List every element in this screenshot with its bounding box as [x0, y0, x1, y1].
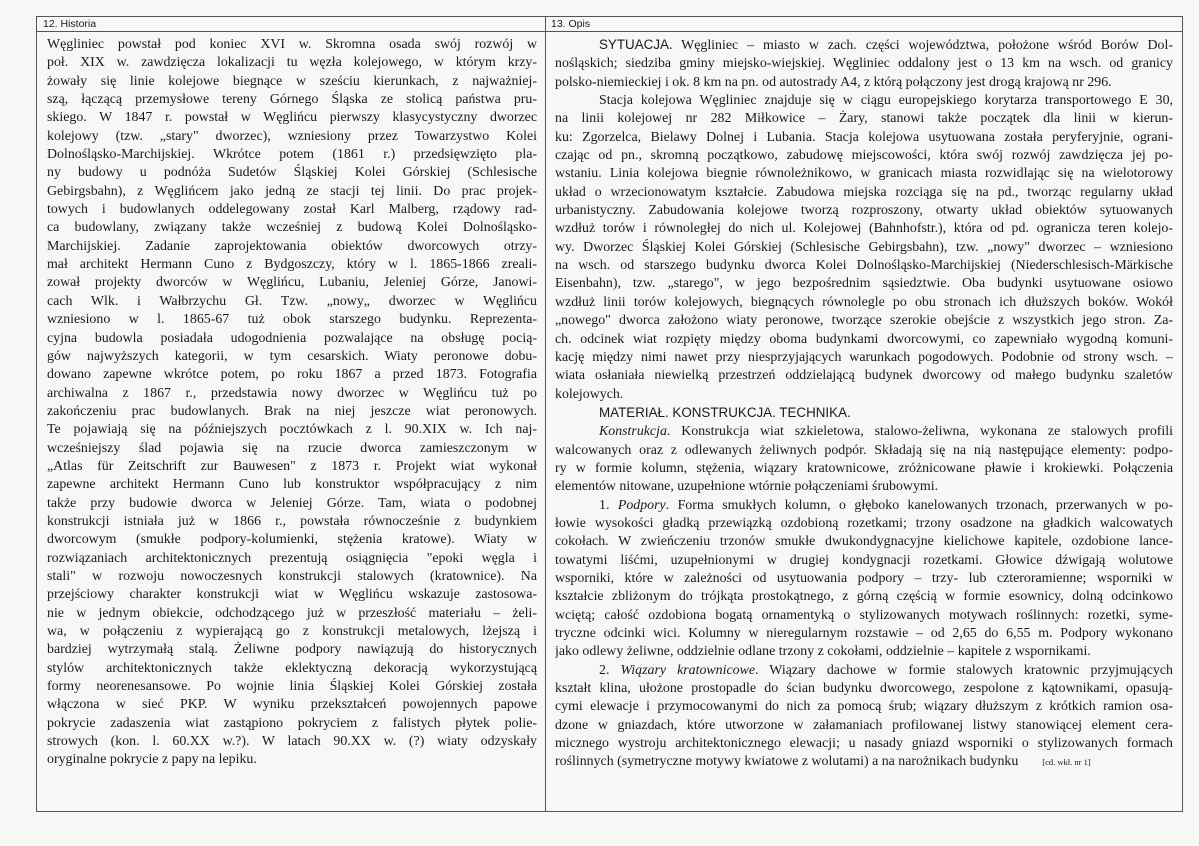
text-line: archiwalna z 1867 r., przedstawia nowy dworzec w Węglińcu tuż po	[47, 385, 537, 401]
text-line: wzdłuż torów i równoległej do nich ul. Kolejowej (Bahnhofstr.), która od pd. ogranicza teren kolejo-	[555, 221, 1173, 237]
text-line: dworcowym (smukłe podpory-kolumienki, stężenia kratowe). Wiaty w	[47, 532, 537, 548]
text-line: przejściowy charakter konstrukcji wiat w Węglińcu wskazuje zastosowa-	[47, 587, 537, 603]
text-line: ny budowy u podnóża Sudetów Śląskiej Kolei Górskiej (Schlesische	[47, 165, 537, 181]
text-line: Te pojawiają się na późniejszych pocztówkach z l. 90.XIX w. Ich naj-	[47, 422, 537, 438]
wiazary-text	[555, 680, 1173, 753]
text-line: ch. odcinek wiat rozpięty między oboma budynkami dworcowymi, co zapewniało wygodną komuni-	[555, 331, 1173, 347]
sytuacja-text	[555, 55, 1173, 92]
text-line: „Atlas für Zeitschrift zur Bauwesen" z 1873 r. Projekt wiat wykonał	[47, 458, 537, 474]
sytuacja-first-line: SYTUACJA. Węgliniec – miasto w zach. części województwa, położone wśród Borów Dol-	[599, 37, 1173, 53]
material-heading-line	[555, 404, 1173, 423]
text-line: towych i budowlanych oddelegowany został Karl Malberg, rządowy rad-	[47, 202, 537, 218]
text-line: także przy budowie dworca w Jeleniej Górze. Tam, wiata o podobnej	[47, 495, 537, 511]
text-line: układ o wrzecionowatym kształcie. Zabudowa miejska rozciąga się na pd., tworząc regularny układ	[555, 184, 1173, 200]
text-line: kolejowy (tzw. „stary" dworzec), wzniesiony przez Towarzystwo Kolei	[47, 128, 537, 144]
text-line: czając od pn., skromną początkowo, zabudowę miejscowości, która swój rozwój zawdzięcza jej po-	[555, 148, 1173, 164]
text-line: dowano zapewne wkrótce potem, po roku 1867 a przed 1873. Fotografia	[47, 367, 537, 383]
text-line: urbanistyczny. Zabudowania kolejowe tworzą rozproszony, otwarty układ obiektów sytuowanych	[555, 203, 1173, 219]
text-line: gów najwyższych kategorii, w tym cesarskich. Wiaty peronowe dobu-	[47, 348, 537, 364]
text-line: dzone w gniazdach, które utworzone w załamaniach profilowanej listwy stanowiącej element cera-	[555, 717, 1173, 733]
text-line: oryginalne pokrycie z papy na lepiku.	[47, 752, 257, 768]
text-line: formy neorenesansowe. Po wojnie linia Śląskiej Kolei Górskiej została	[47, 679, 537, 695]
historia-column	[47, 36, 537, 807]
continuation-note: [cd. wkł. nr 1]	[1042, 757, 1091, 768]
card-frame	[36, 16, 1183, 812]
text-line: mał architekt Hermann Cuno z Bydgoszczy, który w l. 1865-1866 zreali-	[47, 257, 537, 273]
text-line: ku: Zgorzelca, Bielawy Dolnej i Lubania. Stacja kolejowa usytuowana została peryferyjnie, ograni-	[555, 129, 1173, 145]
text-line: polsko-niemieckiej i ok. 8 km na pn. od autostrady A4, z którą połączony jest drogą krajową nr 296.	[555, 74, 1112, 90]
wiazary-first-line: 2. Wiązary kratownicowe. Wiązary dachowe w formie stalowych kratownic przyjmujących	[599, 662, 1173, 678]
text-line: rozwiązaniach architektonicznych prezentują osiągnięcia "epoki węgla i	[47, 550, 537, 566]
text-line: cyjna budowla posiadała udogodnienia pozwalające na obsługę pocią-	[47, 330, 537, 346]
opis-column	[555, 36, 1173, 807]
text-line: wa, w połączeniu z wypierającą go z konstrukcji metalowych, lżejszą i	[47, 624, 537, 639]
podpory-title: Podpory	[617, 497, 666, 513]
text-line: konstrukcji istniała już w 1866 r., powstała równocześnie z budynkiem	[47, 513, 537, 529]
text-line: Stacja kolejowa Węgliniec znajduje się w ciągu europejskiego korytarza transportowego E 30,	[599, 93, 1173, 109]
text-line: skiego. W 1847 r. powstał w Węglińcu pierwszy klasycystyczny dworzec	[47, 110, 537, 126]
podpory-first-line: 1. Podpory. Forma smukłych kolumn, o głęboko kanelowanych trzonach, przerwanych w po-	[599, 497, 1173, 513]
text-line: poł. XIX w. zawdzięcza lokalizacji tu węzła kolejowego, w którym krzy-	[47, 55, 537, 71]
text-line: nośląskich; siedziba gminy miejsko-wiejskiej. Węgliniec oddalony jest o 13 km na wsch. od granicy	[555, 56, 1173, 72]
text-line: stylów architektonicznych także eklektyczną dekoracją wykorzystującą	[47, 660, 537, 676]
text-line: zakończeniu prac budowlanych. Brak na niej jeszcze wiat peronowych.	[47, 403, 537, 419]
konstrukcja-title: Konstrukcja	[599, 424, 667, 440]
text-line: wstaniu. Linia kolejowa biegnie równoleżnikowo, w granicach miasta rozwidlając się na wielotorowy	[555, 166, 1173, 182]
text-line: wsporniki, które w zależności od usytuowania podpory – trzy- lub czteroramienne; wsporniki w	[555, 570, 1173, 586]
text-line: na linii kolejowej nr 282 Miłkowice – Żary, stanowi także początek dla linii w kierun-	[555, 111, 1173, 127]
text-line: kształcie zbliżonym do trójkąta prostokątnego, z górną częścią w formie esownicy, dolną odcinkowo	[555, 589, 1173, 605]
wiazary-title: Wiązary kratownicowe	[620, 662, 756, 678]
text-line: „nowego" dworca założono wiaty peronowe, tworzące szerokie obejście z wszystkich jego stron. Za-	[555, 313, 1173, 329]
text-line: towatymi liśćmi, uzupełnionymi w drugiej kondygnacji rozetkami. Głowice dźwigają wolutowe	[555, 552, 1173, 568]
text-line: wzdłuż linii torów kolejowych, biegnących równolegle po obu stronach ich dłuższych boków. Wokół	[555, 294, 1173, 310]
text-line: kształt klina, ułożone prostopadle do ścian budynku dworcowego, zespolone z kątownikami, opasują-	[555, 681, 1173, 697]
text-line: nie w jednym obiekcie, odchodzącego już w przeszłość materiału – żeli-	[47, 605, 537, 621]
text-line: szą, łączącą przemysłowe tereny Górnego Śląska ze stolicą państwa pru-	[47, 92, 537, 108]
material-heading: MATERIAŁ. KONSTRUKCJA. TECHNIKA.	[599, 404, 851, 420]
header-rule	[37, 31, 1182, 32]
text-line: ca budowlany, związany także wcześniej z budową Kolei Dolnośląsko-	[47, 220, 537, 236]
text-line: Dolnośląsko-Marchijskiej. Wkrótce potem (1861 r.) przedsięwzięto pla-	[47, 147, 537, 163]
text-line: na wsch. od starszego budynku dworca Kolei Dolnośląsko-Marchijskiej (Niederschlesisch-Märkische	[555, 258, 1173, 274]
text-line: kolejowych.	[555, 386, 624, 402]
text-line: włączona w sieć PKP. W wyniku przekształceń powojennych papowe	[47, 697, 537, 713]
text-line: wciętą; całość ozdobiona bogatą ornamentyką o stylizowanych motywach roślinnych: rozetki, syme-	[555, 607, 1173, 623]
text-line: micznego wystroju architektonicznego elewacji; u nasady gniazd wsporniki o stylizowanych formach	[555, 736, 1173, 752]
text-line: kację między nimi nawet przy niesprzyjających warunkach pogodowych. Podobnie od strony wsch. –	[555, 349, 1173, 365]
text-line: Węgliniec powstał pod koniec XVI w. Skromna osada swój rozwój w	[47, 37, 537, 52]
section-header-historia: 12. Historia	[43, 18, 97, 30]
text-line: pokrycie zadaszenia wiat zastąpiono pokryciem z falistych płytek polie-	[47, 715, 537, 731]
konstrukcja-first-line: Konstrukcja. Konstrukcja wiat szkieletowa, stalowo-żeliwna, wykonana ze stalowych profili	[599, 424, 1173, 440]
text-line: żowały się linie kolejowe biegnące w sześciu kierunkach, z najważniej-	[47, 73, 537, 89]
wiazary-last-line: roślinnych (symetryczne motywy kwiatowe z wolutami) a na narożnikach budynku [cd. wkł. nr 1]	[555, 754, 1091, 770]
podpory-text	[555, 515, 1173, 662]
text-line: walcowanych oraz z odlewanych żeliwnych podpór. Składają się na nią następujące elementy: podpo-	[555, 442, 1173, 458]
text-line: Marchijskiej. Zadanie zaprojektowania obiektów dworcowych otrzy-	[47, 238, 537, 254]
text-line: wcześniejszy ślad pojawia się na rzucie dworca zamieszczonym w	[47, 440, 537, 456]
text-line: cymi elewacje i przymocowanymi do nich za pomocą śrub; wiązary dłuższym z krótkich ramion osa-	[555, 699, 1173, 715]
konstrukcja-text	[555, 442, 1173, 497]
text-line: zapewne architekt Hermann Cuno lub konstruktor współpracujący z nim	[47, 477, 537, 493]
text-line: wzniesiono w l. 1865-67 tuż obok starszego budynku. Reprezenta-	[47, 312, 537, 328]
text-line: zował projekty dworców w Węglińcu, Lubaniu, Jeleniej Górze, Janowi-	[47, 275, 537, 291]
text-line: wy. Dworzec Śląskiej Kolei Górskiej (Schlesische Gebirgsbahn), tzw. „nowy" dworzec – wzniesiono	[555, 239, 1173, 255]
historia-text	[47, 36, 537, 770]
text-line: tryczne odcinki wici. Kolumny w nieregularnym rozstawie – od 2,65 do 6,55 m. Podpory wykonano	[555, 626, 1173, 641]
section-header-opis: 13. Opis	[551, 18, 591, 30]
stacja-text	[555, 92, 1173, 404]
text-line: Eisenbahn), tzw. „starego", w jego bezpośrednim sąsiedztwie. Oba budynki usytuowane osiowo	[555, 276, 1173, 292]
text-line: cokołach. W zwieńczeniu trzonów smukłe dwukondygnacyjne kielichowe kapitele, ozdobione lance-	[555, 534, 1173, 550]
text-line: łowie wysokości gładką przewiązką ozdobioną rozetkami; trzony osadzone na gładkich walcowatych	[555, 515, 1173, 531]
text-line: bardziej wytrzymałą stalą. Żeliwne podpory nawiązują do historycznych	[47, 642, 537, 658]
text-line: cach Wlk. i Wałbrzychu Gł. Tzw. „nowy„ dworzec w Węglińcu	[47, 293, 537, 309]
text-line: wiata osłaniała niewielką przestrzeń oddzielającą budynek dworcowy od małego budynku szaletów	[555, 368, 1173, 384]
text-line: elementów nitowane, uzupełnione wtórnie połączeniami śrubowymi.	[555, 479, 939, 495]
text-line: strowych (kon. l. 60.XX w.?). W latach 90.XX w. (?) wiaty odzyskały	[47, 734, 537, 750]
column-divider	[545, 17, 546, 811]
text-line: stali" w rozwoju nowoczesnych konstrukcji stalowych (kratownice). Na	[47, 568, 537, 584]
text-line: Gebirgsbahn), z Węglińcem jako jedną ze stacji tej linii. Do prac projek-	[47, 183, 537, 199]
sytuacja-heading: SYTUACJA	[599, 37, 669, 52]
text-line: jako odlewy żeliwne, oddzielnie odlane trzony z cokołami, oddzielnie – kapitele z wspornikami.	[555, 644, 1091, 660]
text-line: ry w formie kolumn, stężenia, wiązary kratownicowe, zróżnicowane pławie i krokiewki. Połączenia	[555, 460, 1173, 476]
